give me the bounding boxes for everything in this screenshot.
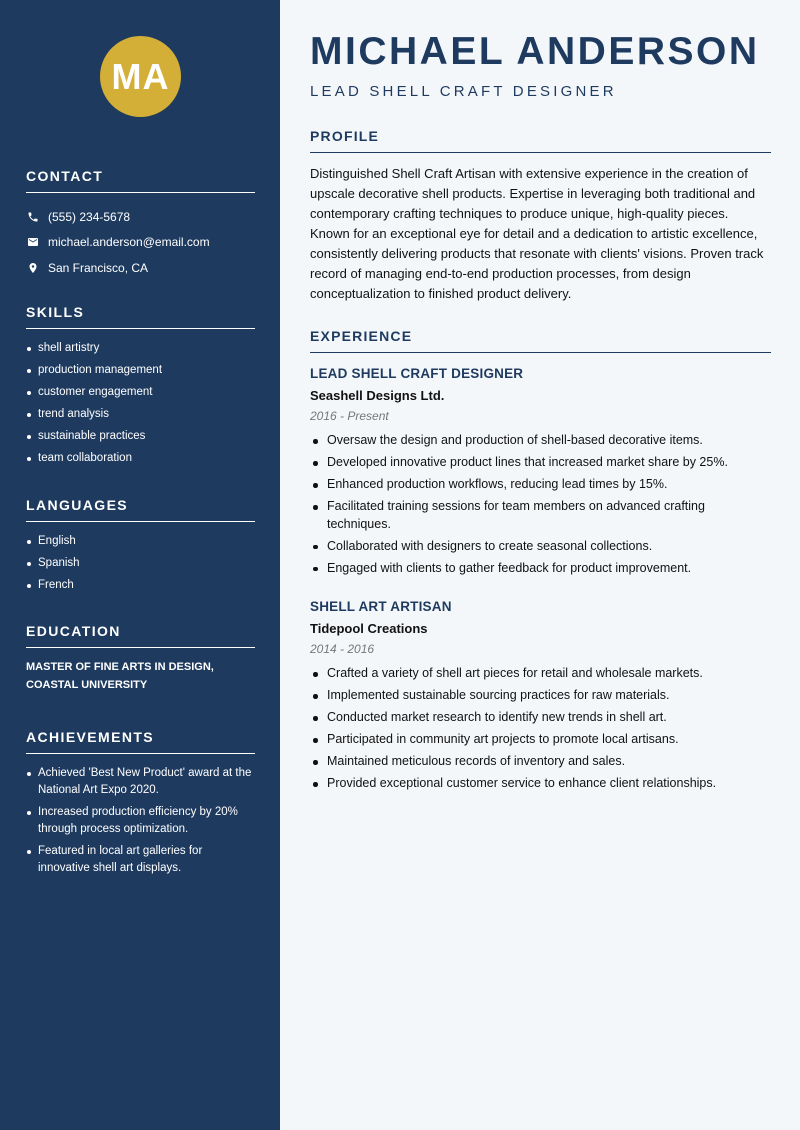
list-item: Participated in community art projects to promote local artisans. [310,731,771,749]
list-item: English [26,533,255,550]
list-item: production management [26,362,255,379]
list-item: Increased production efficiency by 20% through process optimization. [26,804,255,838]
achievements-list [26,765,255,877]
list-item: French [26,577,255,594]
job-entry [310,599,771,797]
job-title: SHELL ART ARTISAN [310,599,452,614]
list-item: Crafted a variety of shell art pieces for retail and wholesale markets. [310,665,771,683]
list-item: team collaboration [26,450,255,467]
education-heading: EDUCATION [26,623,255,648]
location-pin-icon [26,261,40,275]
list-item: customer engagement [26,384,255,401]
job-entry [310,366,771,582]
list-item: Achieved 'Best New Product' award at the National Art Expo 2020. [26,765,255,799]
list-item: Collaborated with designers to create seasonal collections. [310,538,771,556]
profile-heading: PROFILE [310,128,771,153]
candidate-name: MICHAEL ANDERSON [310,30,760,73]
contact-email-text: michael.anderson@email.com [48,235,210,250]
candidate-title: LEAD SHELL CRAFT DESIGNER [310,83,617,100]
job-title: LEAD SHELL CRAFT DESIGNER [310,366,524,381]
list-item: Spanish [26,555,255,572]
list-item: Maintained meticulous records of inventory and sales. [310,753,771,771]
avatar: MA [100,36,181,117]
sidebar [0,0,280,1130]
job-dates: 2016 - Present [310,409,389,423]
contact-email [26,230,255,256]
company-name: Seashell Designs Ltd. [310,388,445,403]
list-item: Enhanced production workflows, reducing lead times by 15%. [310,476,771,494]
profile-summary: Distinguished Shell Craft Artisan with extensive experience in the creation of upscale decorative shell products. Expertise in leveraging both traditional and contemporary crafting techniques to produce unique, high-quality pieces. Known for an exceptional eye for detail and a dedication to artistic excellence, consistently delivering products that resonate with clients' visions. Proven track record of managing end-to-end production processes, from design conceptualization to finished product delivery. [310,166,764,301]
contact-heading: CONTACT [26,168,255,193]
achievements-section [26,729,255,882]
list-item: Developed innovative product lines that increased market share by 25%. [310,454,771,472]
contact-phone-text: (555) 234-5678 [48,209,131,224]
company-name: Tidepool Creations [310,621,428,636]
list-item: shell artistry [26,340,255,357]
phone-icon [26,210,40,224]
education-degree: MASTER OF FINE ARTS IN DESIGN, COASTAL UNIVERSITY [26,661,214,691]
languages-heading: LANGUAGES [26,497,255,522]
skills-section [26,304,255,472]
languages-list [26,533,255,594]
contact-phone [26,204,255,230]
list-item: Engaged with clients to gather feedback for product improvement. [310,560,771,578]
list-item: Provided exceptional customer service to enhance client relationships. [310,775,771,793]
contact-location-text: San Francisco, CA [48,260,149,275]
skills-list [26,340,255,467]
contact-section [26,168,255,281]
email-icon [26,235,40,249]
education-section [26,623,255,694]
job-dates: 2014 - 2016 [310,642,375,656]
experience-heading: EXPERIENCE [310,328,771,353]
job-bullets [310,432,771,577]
list-item: trend analysis [26,406,255,423]
list-item: Implemented sustainable sourcing practices for raw materials. [310,687,771,705]
list-item: Facilitated training sessions for team members on advanced crafting techniques. [310,498,771,533]
achievements-heading: ACHIEVEMENTS [26,729,255,754]
contact-list [26,204,255,281]
list-item: Featured in local art galleries for innovative shell art displays. [26,843,255,877]
list-item: Oversaw the design and production of shell-based decorative items. [310,432,771,450]
skills-heading: SKILLS [26,304,255,329]
list-item: Conducted market research to identify new trends in shell art. [310,709,771,727]
languages-section [26,497,255,599]
contact-location [26,255,255,281]
job-bullets [310,665,771,793]
list-item: sustainable practices [26,428,255,445]
